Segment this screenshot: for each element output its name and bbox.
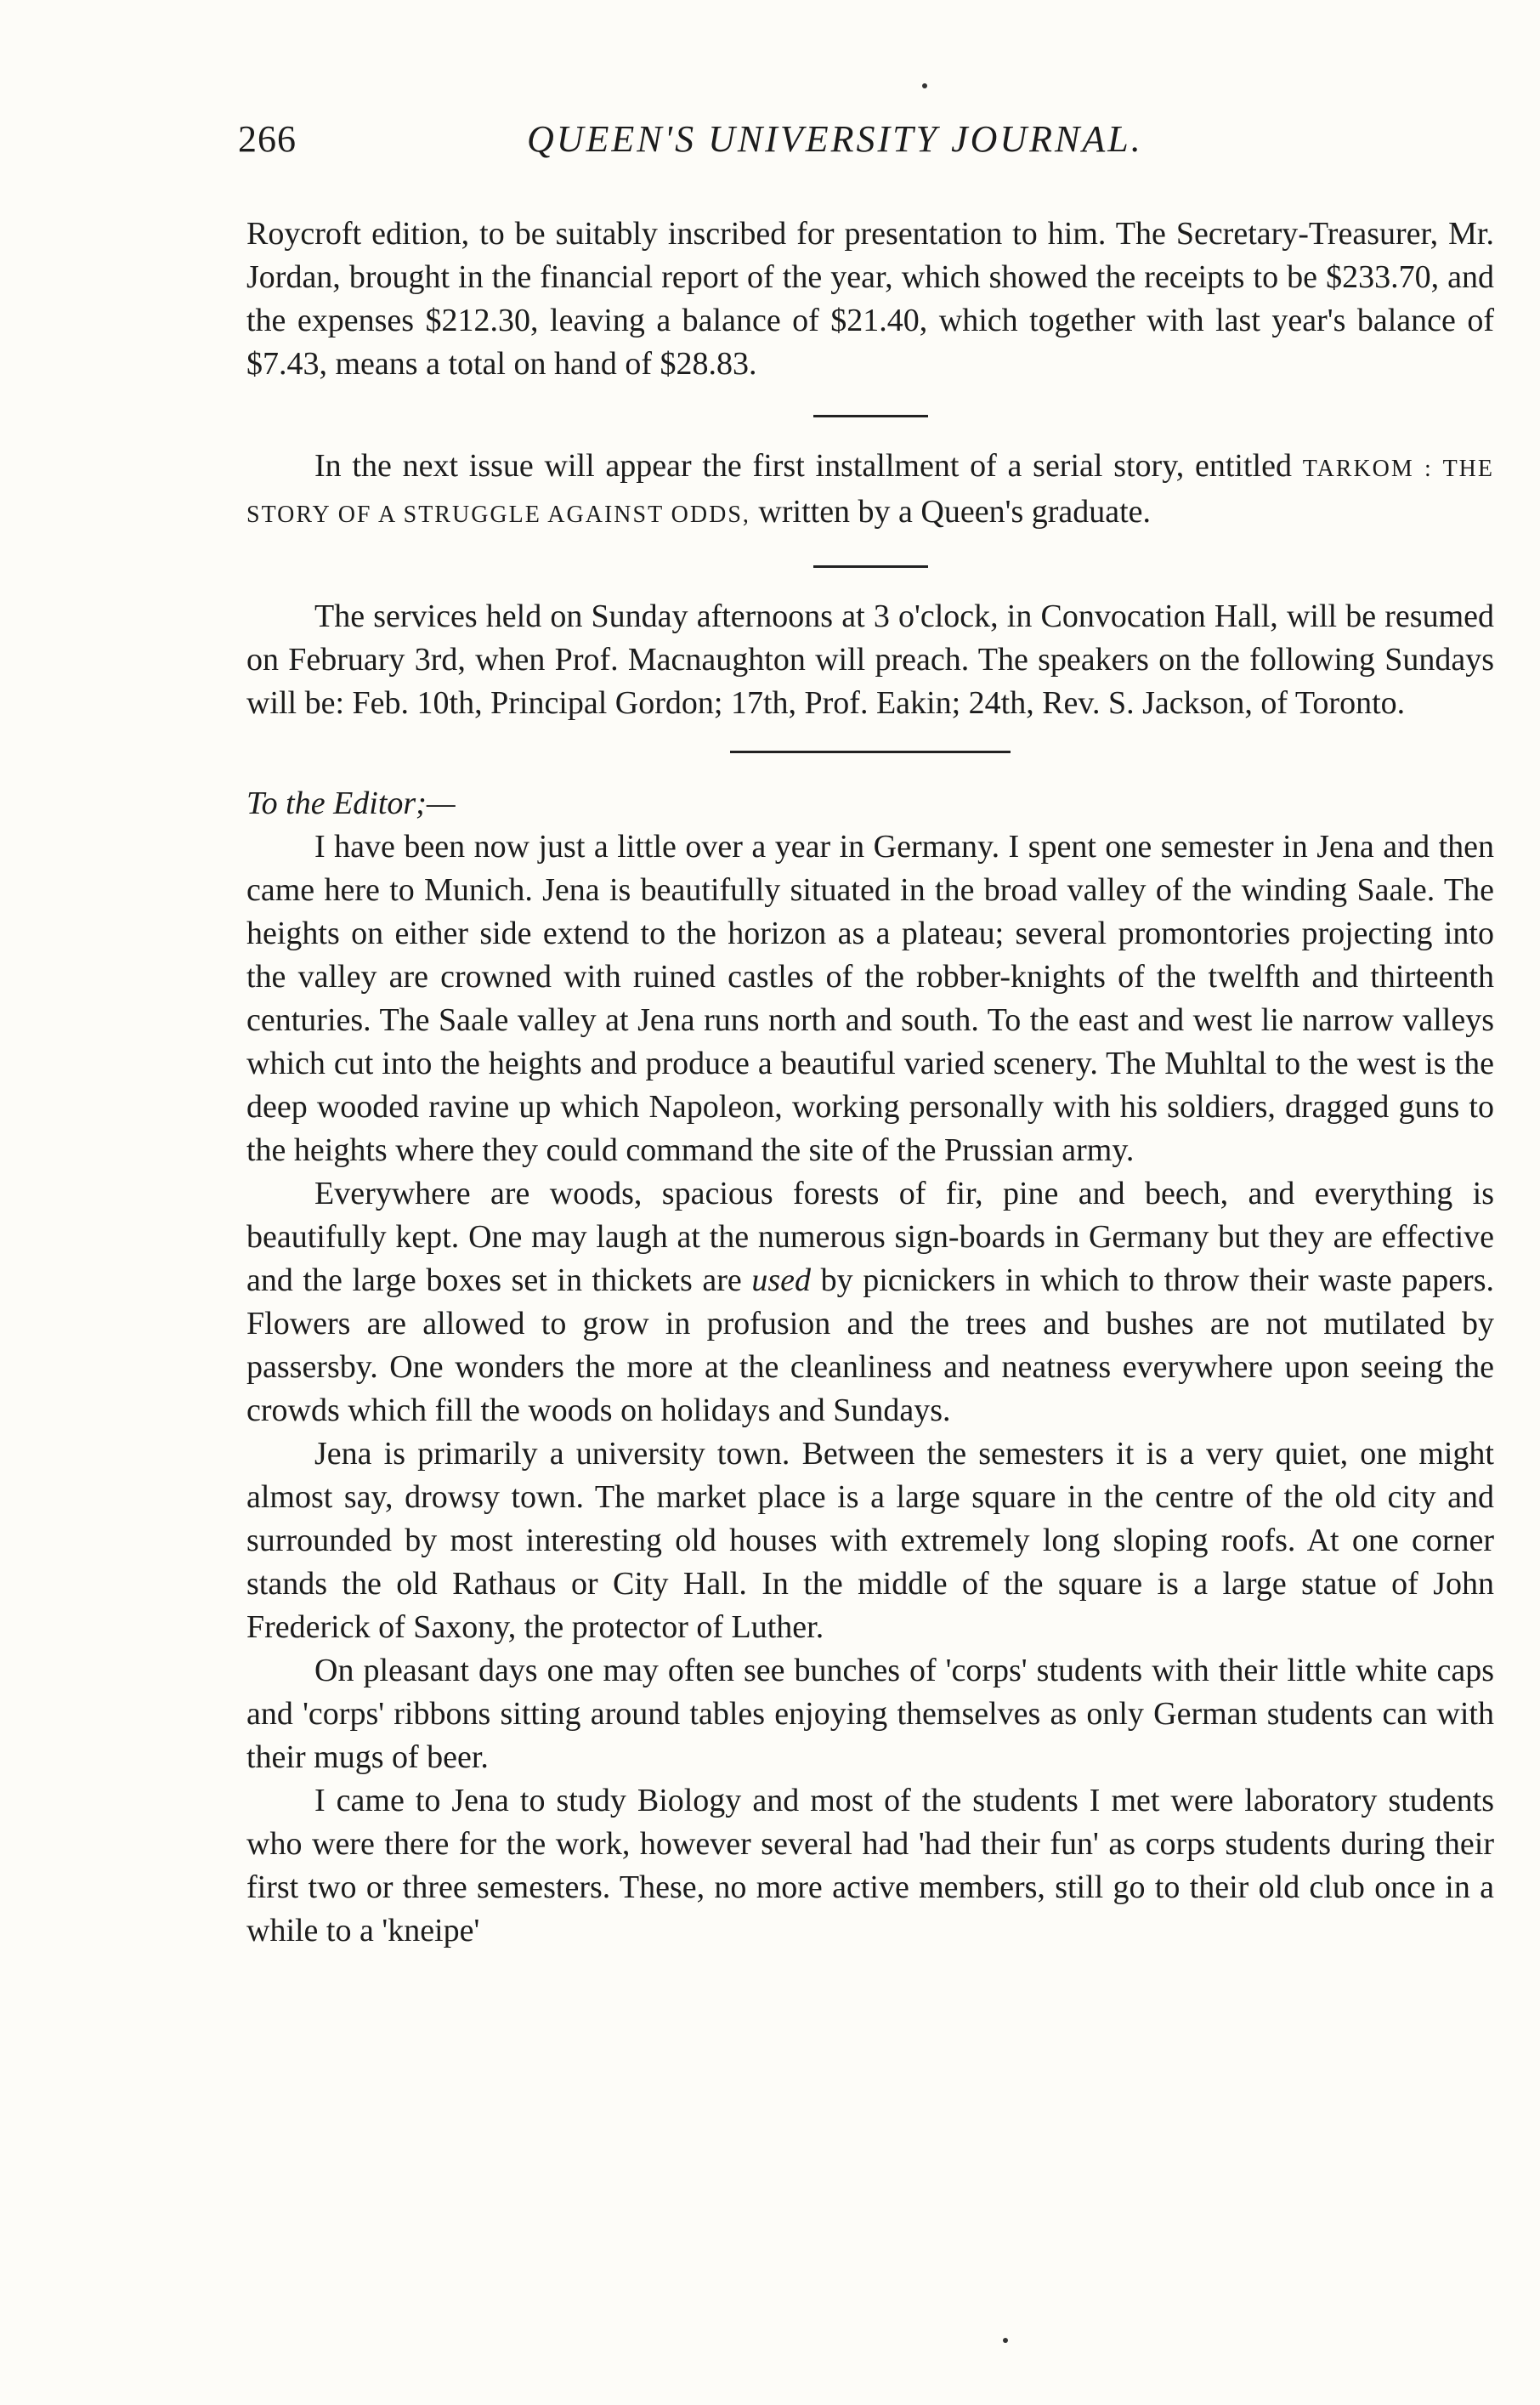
- section-divider: [813, 415, 928, 417]
- letter-paragraph: [246, 1172, 1494, 1432]
- page-header: [238, 117, 1513, 168]
- section-divider: [813, 565, 928, 568]
- speck-mark: [1003, 2338, 1008, 2343]
- letter-text: by picnickers in which to throw their waste papers. Flowers are allowed to grow in profusion and the trees and bushes are not mutilated by passersby. One wonders the more at the cleanliness and neatness everywhere upon seeing the crowds which fill the woods on holidays and Sundays.: [246, 1262, 1494, 1428]
- letter-salutation: To the Editor;—: [246, 786, 456, 821]
- letter-paragraph: On pleasant days one may often see bunches of 'corps' students with their little white caps and 'corps' ribbons sitting around tables enjoying themselves as only German students can with their mugs of beer.: [246, 1653, 1494, 1775]
- page-number: 266: [238, 118, 297, 160]
- letter-paragraph: Jena is primarily a university town. Between the semesters it is a very quiet, one might almost say, drowsy town. The market place is a large square in the centre of the old city and surrounded by most interesting old houses with extremely long sloping roofs. At one corner stands the old Rathaus or City Hall. In the middle of the square is a large statue of John Frederick of Saxony, the protector of Luther.: [246, 1436, 1494, 1645]
- speck-mark: [922, 83, 927, 88]
- treasurer-report-paragraph: Roycroft edition, to be suitably inscribed for presentation to him. The Secretary-Treasurer, Mr. Jordan, brought in the financial report of the year, which showed the receipts to be $233.70, and the expenses $212.30, leaving a balance of $21.40, which together with last year's balance of $7.43, means a total on hand of $28.83.: [246, 216, 1494, 382]
- journal-title: QUEEN'S UNIVERSITY JOURNAL.: [527, 118, 1143, 160]
- letter-text: Everywhere are woods, spacious forests of fir, pine and beech, and everything is beautifully kept. One may laugh at the numerous sign-boards in Germany but they are effective and the large boxes set in thickets are: [246, 1176, 1494, 1298]
- letter-paragraph: I have been now just a little over a year in Germany. I spent one semester in Jena and then came here to Munich. Jena is beautifully situated in the broad valley of the winding Saale. The heights on either side extend to the horizon as a plateau; several promontories projecting into the valley are crowned with ruined castles of the robber-knights of the twelfth and thirteenth centuries. The Saale valley at Jena runs north and south. To the east and west lie narrow valleys which cut into the heights and produce a beautiful varied scenery. The Muhltal to the west is the deep wooded ravine up which Napoleon, working personally with his soldiers, dragged guns to the heights where they could command the site of the Prussian army.: [246, 829, 1494, 1168]
- serial-story-author: written by a Queen's graduate.: [750, 494, 1152, 530]
- serial-story-title: TARKOM : THE STORY OF A STRUGGLE AGAINST ODDS,: [246, 456, 1495, 528]
- letter-paragraph: I came to Jena to study Biology and most of the students I met were laboratory students who were there for the work, however several had 'had their fun' as corps students during their first two or three semesters. These, no more active members, still go to their old club once in a while to a 'kneipe': [246, 1783, 1494, 1948]
- serial-story-paragraph: [246, 445, 1494, 536]
- sunday-services-paragraph: The services held on Sunday afternoons at 3 o'clock, in Convocation Hall, will be resumed on February 3rd, when Prof. Macnaughton will preach. The speakers on the following Sundays will be: Feb. 10th, Principal Gordon; 17th, Prof. Eakin; 24th, Rev. S. Jackson, of Toronto.: [246, 598, 1494, 721]
- section-divider: [730, 751, 1011, 753]
- serial-story-text: In the next issue will appear the first installment of a serial story, entitled: [314, 448, 1303, 484]
- page-body: [246, 213, 1494, 1953]
- letter-emphasis: used: [751, 1262, 811, 1298]
